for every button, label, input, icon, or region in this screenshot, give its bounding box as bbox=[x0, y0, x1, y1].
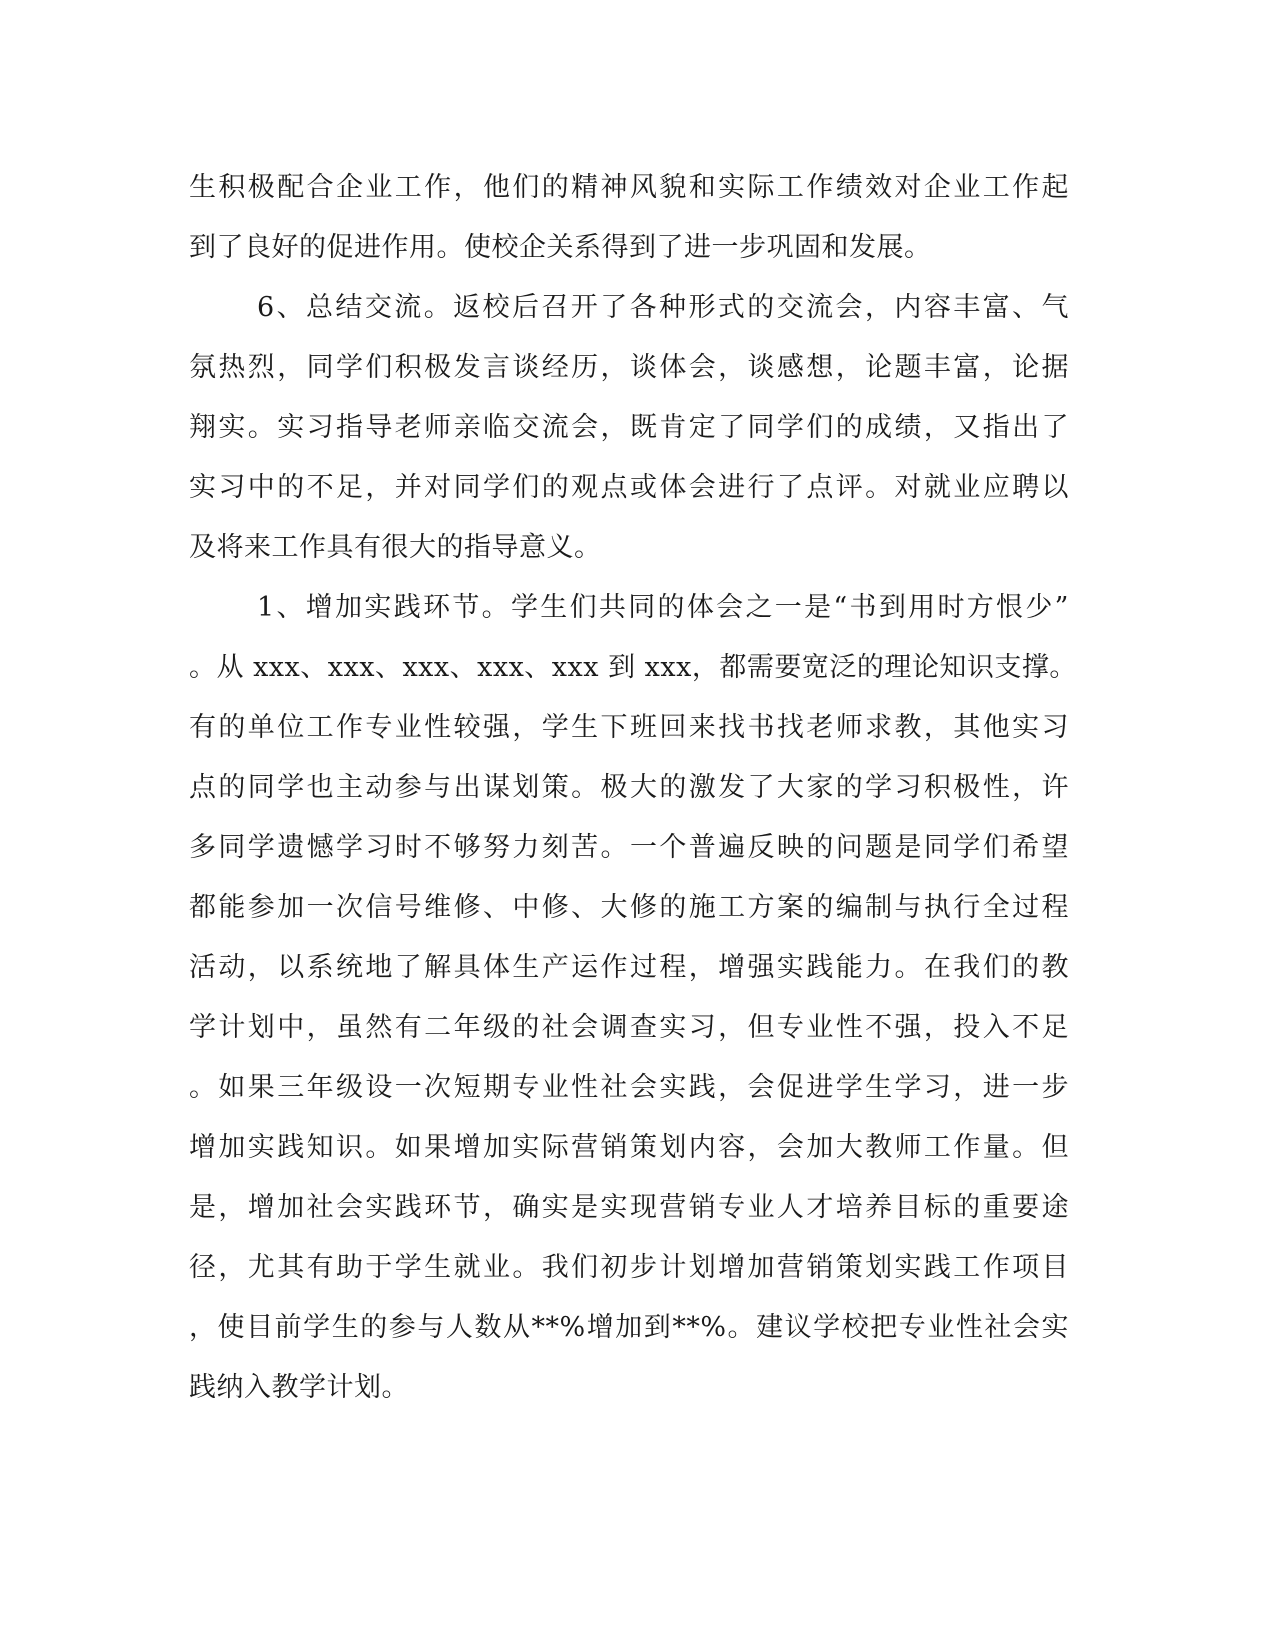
text-line: 径，尤其有助于学生就业。我们初步计划增加营销策划实践工作项目 bbox=[189, 1252, 1069, 1283]
text-line: 生积极配合企业工作，他们的精神风貌和实际工作绩效对企业工作起 bbox=[189, 172, 1069, 203]
text-line: 是，增加社会实践环节，确实是实现营销专业人才培养目标的重要途 bbox=[189, 1192, 1069, 1223]
text-line: 学计划中，虽然有二年级的社会调查实习，但专业性不强，投入不足 bbox=[189, 1012, 1069, 1043]
text-line: 到了良好的促进作用。使校企关系得到了进一步巩固和发展。 bbox=[189, 232, 932, 263]
paragraph-start-line: 6、总结交流。返校后召开了各种形式的交流会，内容丰富、气 bbox=[257, 292, 1069, 323]
text-line: 点的同学也主动参与出谋划策。极大的激发了大家的学习积极性，许 bbox=[189, 772, 1069, 803]
text-line: 及将来工作具有很大的指导意义。 bbox=[189, 532, 602, 563]
text-line: 实习中的不足，并对同学们的观点或体会进行了点评。对就业应聘以 bbox=[189, 472, 1069, 503]
text-line: 有的单位工作专业性较强，学生下班回来找书找老师求教，其他实习 bbox=[189, 712, 1069, 743]
document-body bbox=[189, 158, 1077, 1418]
text-line: 翔实。实习指导老师亲临交流会，既肯定了同学们的成绩，又指出了 bbox=[189, 412, 1069, 443]
paragraph-start-line: 1、增加实践环节。学生们共同的体会之一是“书到用时方恨少” bbox=[257, 592, 1069, 623]
text-line: 活动，以系统地了解具体生产运作过程，增强实践能力。在我们的教 bbox=[189, 952, 1069, 983]
text-line: ，使目前学生的参与人数从**%增加到**%。建议学校把专业性社会实 bbox=[189, 1312, 1069, 1343]
text-line: 多同学遗憾学习时不够努力刻苦。一个普遍反映的问题是同学们希望 bbox=[189, 832, 1069, 863]
text-line: 。从 xxx、xxx、xxx、xxx、xxx 到 xxx，都需要宽泛的理论知识支撑。 bbox=[189, 652, 1077, 683]
text-line: 都能参加一次信号维修、中修、大修的施工方案的编制与执行全过程 bbox=[189, 892, 1069, 923]
text-line: 增加实践知识。如果增加实际营销策划内容，会加大教师工作量。但 bbox=[189, 1132, 1069, 1163]
text-line: 践纳入教学计划。 bbox=[189, 1372, 409, 1403]
text-line: 。如果三年级设一次短期专业性社会实践，会促进学生学习，进一步 bbox=[189, 1072, 1069, 1103]
text-line: 氛热烈，同学们积极发言谈经历，谈体会，谈感想，论题丰富，论据 bbox=[189, 352, 1069, 383]
